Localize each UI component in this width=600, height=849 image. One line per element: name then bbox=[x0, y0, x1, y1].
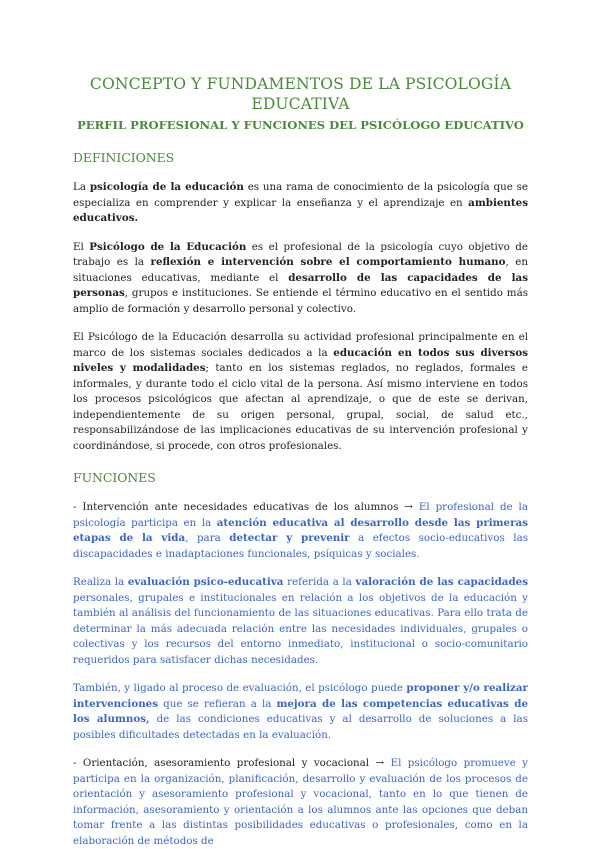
paragraph-definicion-psicologo bbox=[73, 240, 528, 318]
bold-text: atención educativa al desarrollo desde las primeras etapas de la vida bbox=[73, 516, 528, 544]
bold-text: educación en todos sus diversos niveles y modalidades bbox=[73, 346, 528, 374]
text: ; tanto en los sistemas reglados, no reglados, formales e informales, y durante todo el ciclo vital de la persona. Así mismo interviene en todos los procesos psicológicos que afectan al aprendizaje, o que de este se derivan, independientemente de su origen personal, grupal, social, de salud etc., responsabilizándose de las implicaciones educativas de su intervención profesional y coordinándose, si procede, con otros profesionales. bbox=[73, 362, 528, 452]
text: El Psicólogo de la Educación desarrolla su actividad profesional principalmente en el marco de los sistemas sociales dedicados a la bbox=[73, 331, 528, 359]
bold-text: desarrollo de las capacidades de las personas bbox=[73, 271, 528, 299]
text: El profesional de la psicología participa en la bbox=[73, 501, 528, 529]
bold-text: reflexión e intervención sobre el comportamiento humano bbox=[150, 256, 506, 268]
text: El bbox=[73, 240, 90, 253]
paragraph-evaluacion bbox=[73, 575, 528, 668]
text: personales, grupales e institucionales en relación a los objetivos de la educación y también al análisis del funcionamiento de las situaciones educativas. Para ello trata de determinar la más adecuada relación entre las necesidades individuales, grupales o colectivas y los recursos del entorno inmediato, institucional o socio-comunitario requeridos para satisfacer dichas necesidades. bbox=[73, 591, 528, 666]
section-heading-funciones: FUNCIONES bbox=[73, 470, 156, 485]
bold-text: mejora de las competencias educativas de los alumnos, bbox=[73, 697, 528, 725]
text: a efectos socio-educativos las discapacidades e inadaptaciones funcionales, psíquicas y sociales. bbox=[73, 532, 528, 560]
text: es el profesional de la psicología cuyo objetivo de trabajo es la bbox=[73, 240, 528, 268]
lead-text: - Intervención ante necesidades educativas de los alumnos → bbox=[73, 501, 419, 513]
paragraph-funcion-orientacion bbox=[73, 756, 528, 849]
bold-text: ambientes educativos. bbox=[73, 196, 528, 224]
text: es una rama de conocimiento de la psicología que se especializa en comprender y explicar la enseñanza y el aprendizaje en bbox=[73, 181, 529, 209]
paragraph-definicion-psicologia bbox=[73, 180, 528, 227]
text: Realiza la bbox=[73, 576, 128, 588]
blue-text: El psicólogo promueve y participa en la organización, planificación, desarrollo y evaluación de los procesos de orientación y asesoramiento profesional y vocacional, tanto en lo que tienen de información, asesoramiento y orientación a los alumnos ante las opciones que deban tomar frente a las distintas posibilidades educativas o profesionales, como en la elaboración de métodos de bbox=[73, 757, 528, 847]
bold-text: proponer y/o realizar intervenciones bbox=[73, 682, 528, 710]
text: La bbox=[73, 181, 90, 193]
text: , en situaciones educativas, mediante el bbox=[73, 256, 528, 284]
bold-text: psicología de la educación bbox=[89, 181, 244, 193]
text: que se refieran a la bbox=[158, 697, 277, 710]
paragraph-intervenciones bbox=[73, 681, 528, 743]
document-title: CONCEPTO Y FUNDAMENTOS DE LA PSICOLOGÍA EDUCATIVA bbox=[89, 75, 512, 113]
text: También, y ligado al proceso de evaluación, el psicólogo puede bbox=[73, 682, 407, 694]
text: , grupos e instituciones. Se entiende el término educativo en el sentido más amplio de formación y desarrollo personal y colectivo. bbox=[73, 287, 528, 315]
paragraph-actividad-profesional bbox=[73, 330, 528, 454]
paragraph-funcion-intervencion bbox=[73, 500, 528, 562]
bold-text: valoración de las capacidades bbox=[355, 576, 528, 588]
text: referida a la bbox=[283, 576, 356, 588]
bold-text: evaluación psico-educativa bbox=[127, 576, 284, 588]
section-heading-definiciones: DEFINICIONES bbox=[73, 150, 175, 165]
bold-text: Psicólogo de la Educación bbox=[89, 240, 247, 253]
document-subtitle: PERFIL PROFESIONAL Y FUNCIONES DEL PSICÓLOGO EDUCATIVO bbox=[77, 118, 524, 132]
text: de las condiciones educativas y al desarrollo de soluciones a las posibles dificultades detectadas en la evaluación. bbox=[73, 713, 528, 741]
text: , para bbox=[185, 532, 230, 544]
lead-text: - Orientación, asesoramiento profesional y vocacional → bbox=[73, 757, 391, 769]
bold-text: detectar y prevenir bbox=[229, 532, 350, 544]
